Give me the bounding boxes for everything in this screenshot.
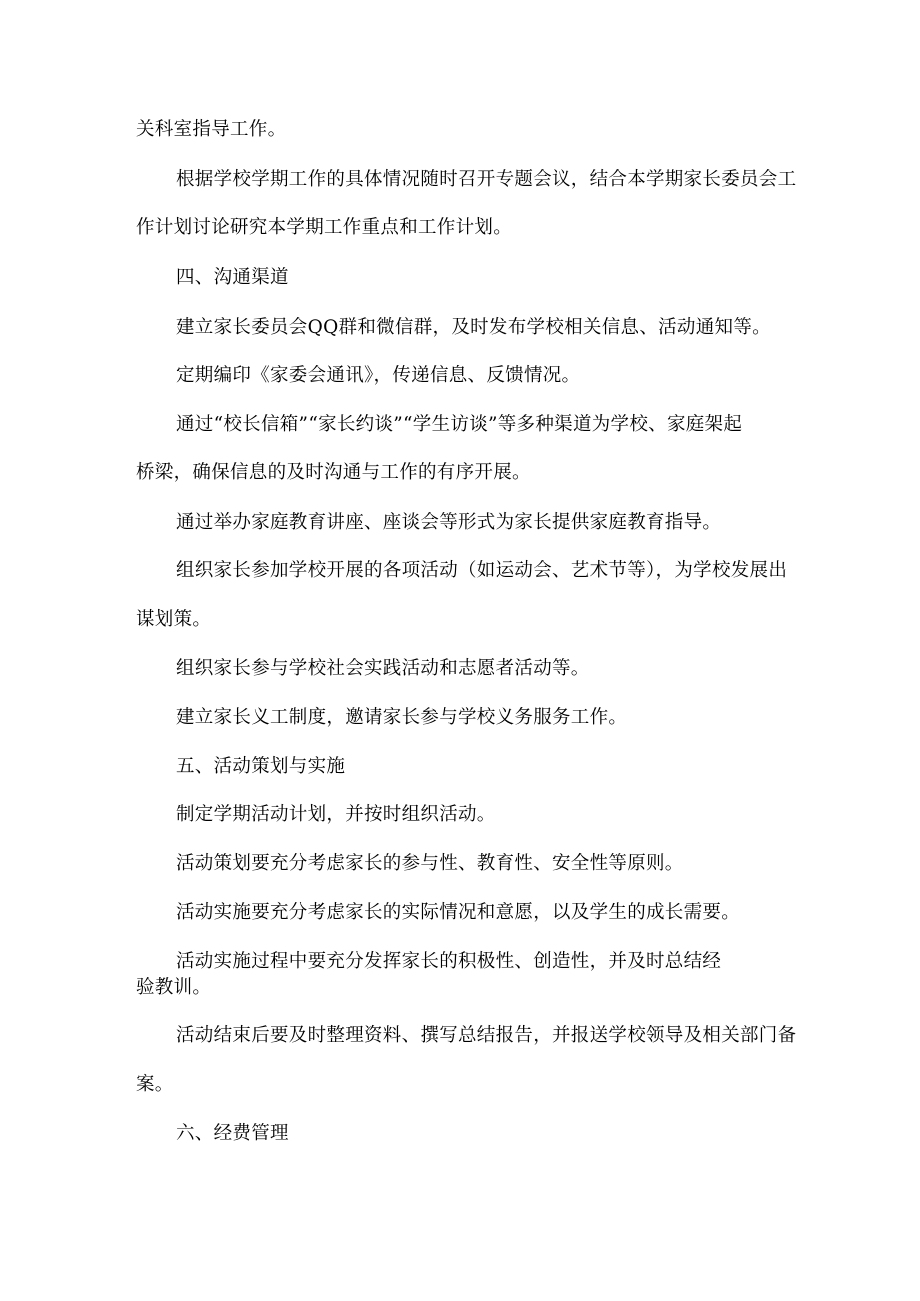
section-heading-funding: 六、经费管理 [176, 1123, 289, 1144]
paragraph-lectures: 通过举办家庭教育讲座、座谈会等形式为家长提供家庭教育指导。 [176, 512, 722, 533]
paragraph-activities-continuation: 谋划策。 [136, 609, 212, 630]
paragraph-process: 活动实施过程中要充分发挥家长的积极性、创造性，并及时总结经 [176, 951, 722, 972]
paragraph-meetings: 根据学校学期工作的具体情况随时召开专题会议，结合本学期家长委员会工 [176, 169, 797, 190]
paragraph-process-continuation: 验教训。 [136, 977, 212, 998]
section-heading-activities: 五、活动策划与实施 [176, 756, 346, 777]
paragraph-meetings-continuation: 作计划讨论研究本学期工作重点和工作计划。 [136, 217, 513, 238]
paragraph-qq-wechat: 建立家长委员会QQ群和微信群，及时发布学校相关信息、活动通知等。 [176, 317, 771, 338]
paragraph-activities: 组织家长参加学校开展的各项活动（如运动会、艺术节等），为学校发展出 [176, 560, 788, 581]
paragraph-channels: 通过“校长信箱”“家长约谈”“学生访谈”等多种渠道为学校、家庭架起 [176, 414, 743, 435]
paragraph-channels-continuation: 桥梁，确保信息的及时沟通与工作的有序开展。 [136, 462, 531, 483]
paragraph-implementation: 活动实施要充分考虑家长的实际情况和意愿，以及学生的成长需要。 [176, 902, 741, 923]
paragraph-planning-principles: 活动策划要充分考虑家长的参与性、教育性、安全性等原则。 [176, 853, 684, 874]
paragraph-report: 活动结束后要及时整理资料、撰写总结报告，并报送学校领导及相关部门备 [176, 1025, 797, 1046]
paragraph-volunteer: 组织家长参与学校社会实践活动和志愿者活动等。 [176, 658, 590, 679]
paragraph-newsletter: 定期编印《家委会通讯》，传递信息、反馈情况。 [176, 365, 581, 386]
paragraph-volunteer-system: 建立家长义工制度，邀请家长参与学校义务服务工作。 [176, 707, 628, 728]
paragraph-continuation: 关科室指导工作。 [136, 119, 287, 140]
section-heading-communication: 四、沟通渠道 [176, 267, 289, 288]
paragraph-report-continuation: 案。 [136, 1074, 174, 1095]
paragraph-plan: 制定学期活动计划，并按时组织活动。 [176, 804, 496, 825]
